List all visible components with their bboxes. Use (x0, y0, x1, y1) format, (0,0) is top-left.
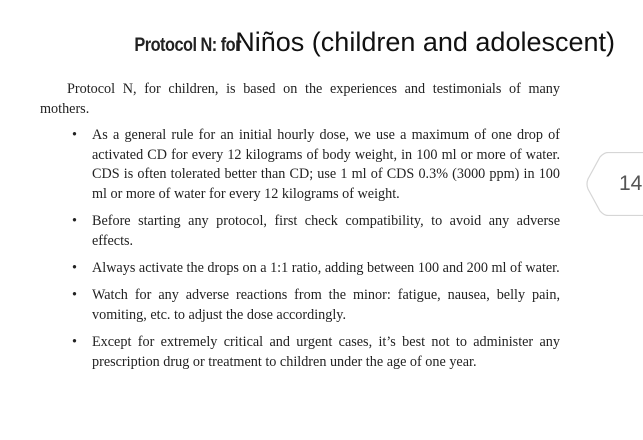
bullet-text: Watch for any adverse reactions from the minor: fatigue, nausea, belly pain, vomiting, etc. to adjust the dose accordingly. (92, 287, 560, 323)
bullet-text: Always activate the drops on a 1:1 ratio, adding between 100 and 200 ml of water. (92, 259, 560, 276)
bullet-dot: • (72, 287, 77, 304)
heading-title: Niños (children and adolescent) (235, 27, 615, 57)
bullet-item (40, 126, 560, 204)
bullet-item (40, 333, 560, 372)
intro-paragraph: Protocol N, for children, is based on the experiences and testimonials of many mothers. (40, 81, 560, 117)
bullet-item (40, 286, 560, 325)
bullet-text: As a general rule for an initial hourly dose, we use a maximum of one drop of activated CD for every 12 kilograms of body weight, in 100 ml or more of water. CDS is often tolerated better than CD; use 1 ml of CDS 0.3% (3000 ppm) in 100 ml or more of water for every 12 kilograms of weight. (92, 127, 560, 202)
document-body (40, 80, 560, 380)
bullet-dot: • (72, 259, 77, 276)
bullet-list (40, 126, 560, 372)
bullet-dot: • (72, 213, 77, 230)
bullet-item (40, 212, 560, 251)
bullet-item (40, 259, 560, 279)
bullet-text: Except for extremely critical and urgent cases, it’s best not to administer any prescription drug or treatment to children under the age of one year. (92, 333, 560, 370)
page-number-tab (586, 152, 643, 216)
heading-prefix: Protocol N: for (134, 35, 242, 56)
page-heading (0, 26, 615, 63)
bullet-text: Before starting any protocol, first check compatibility, to avoid any adverse effects. (92, 213, 560, 249)
bullet-dot: • (72, 127, 77, 144)
bullet-dot: • (72, 333, 77, 350)
page-number: 14 (619, 172, 643, 195)
